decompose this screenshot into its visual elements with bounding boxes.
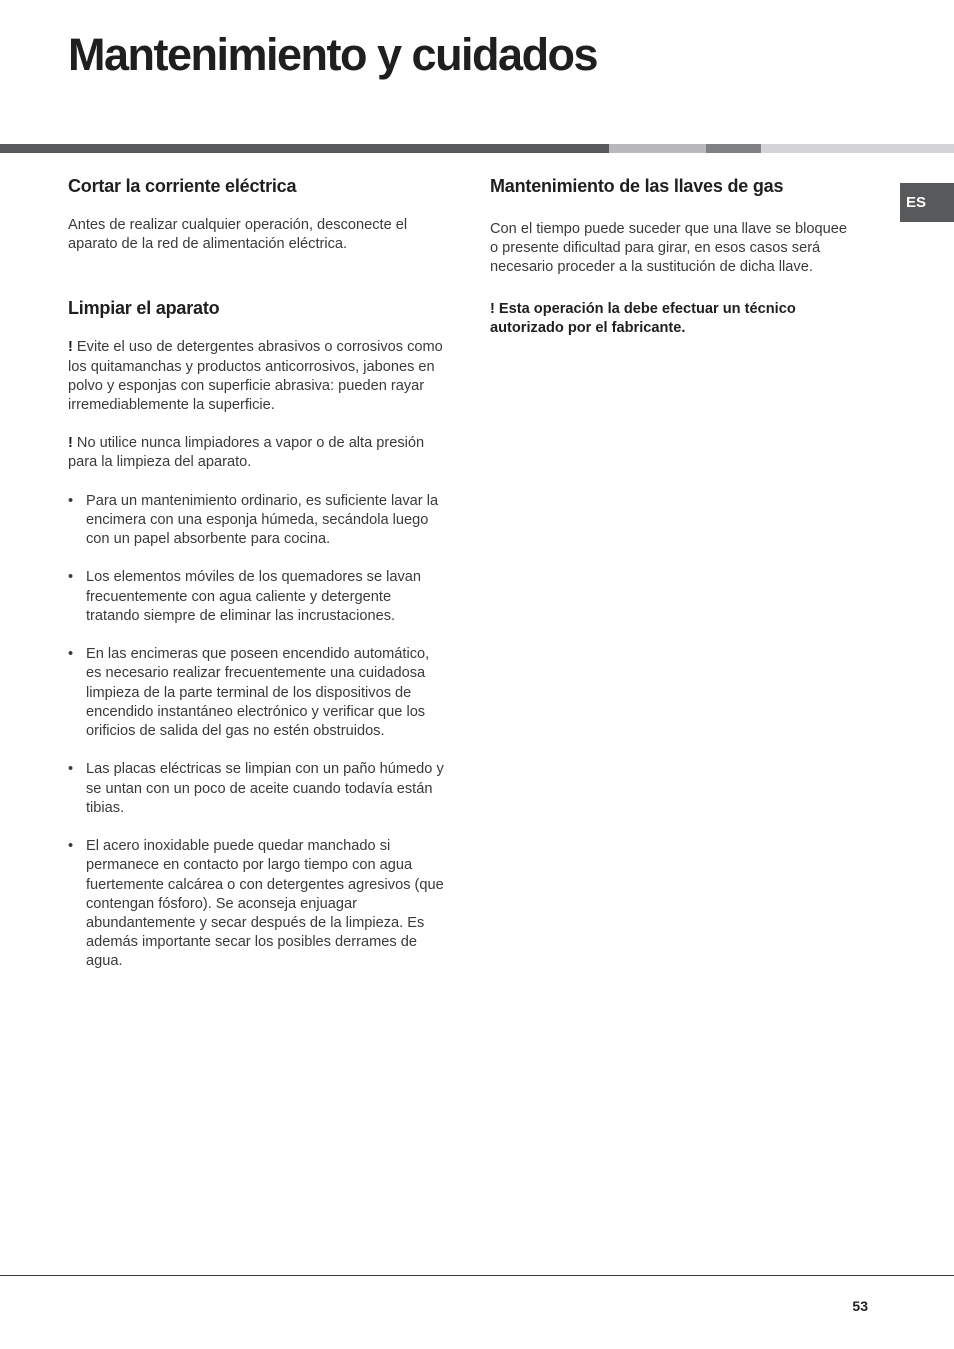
footer-rule: [0, 1275, 954, 1276]
warning-text: No utilice nunca limpiadores a vapor o de alta presión para la limpieza del aparato.: [68, 435, 425, 471]
gas-valve-instructions: Con el tiempo puede suceder que una llave se bloquee o presente dificultad para girar, en esos casos será necesario proceder a la sustitución de dicha llave.: [490, 221, 847, 276]
list-item-text: El acero inoxidable puede quedar manchado si permanece en contacto por largo tiempo con agua fuertemente calcárea o con detergentes agresivos (que contengan fósforo). Se aconseja enjuagar abundantemente y secar después de la limpieza. Es además importante secar los posibles derrames de agua.: [86, 838, 444, 970]
bullet-mark: •: [68, 492, 74, 509]
section-heading-power: Cortar la corriente eléctrica: [68, 176, 297, 196]
warning-abrasives: [68, 338, 446, 415]
list-item: [68, 645, 446, 741]
bullet-mark: •: [68, 761, 74, 778]
header-bar-segment-3: [706, 144, 761, 153]
power-instructions: Antes de realizar cualquier operación, desconecte el aparato de la red de alimentación eléctrica.: [68, 217, 408, 253]
list-item-text: Los elementos móviles de los quemadores se lavan frecuentemente con agua caliente y detergente tratando siempre de eliminar las incrustaciones.: [86, 569, 422, 624]
list-item-text: Las placas eléctricas se limpian con un paño húmedo y se untan con un poco de aceite cuando todavía están tibias.: [86, 761, 444, 816]
right-column: [490, 174, 850, 338]
section-heading-gas-valves: Mantenimiento de las llaves de gas: [490, 176, 784, 196]
warning-mark: !: [68, 339, 73, 356]
page-number: 53: [852, 1298, 868, 1314]
list-item-text: En las encimeras que poseen encendido automático, es necesario realizar frecuentemente una cuidadosa limpieza de la parte terminal de los dispositivos de encendido instantáneo electrónico y verificar que los orificios de salida del gas no estén obstruidos.: [86, 646, 430, 740]
warning-text: Evite el uso de detergentes abrasivos o corrosivos como los quitamanchas y productos anticorrosivos, jabones en polvo y esponjas con superficie abrasiva: pueden rayar irremediablemente la superficie.: [68, 339, 443, 414]
page-title: Mantenimiento y cuidados: [68, 29, 598, 80]
header-bar-segment-2: [609, 144, 706, 153]
left-column: [68, 174, 446, 972]
header-bar-segment-1: [0, 144, 609, 153]
warning-mark: !: [68, 435, 73, 452]
language-tab: ES: [900, 183, 954, 222]
list-item: [68, 568, 446, 626]
list-item: [68, 492, 446, 550]
list-item-text: Para un mantenimiento ordinario, es suficiente lavar la encimera con una esponja húmeda, secándola luego con un papel absorbente para cocina.: [86, 492, 439, 548]
section-heading-cleaning: Limpiar el aparato: [68, 298, 220, 319]
bullet-mark: •: [68, 569, 74, 586]
bullet-mark: •: [68, 646, 74, 663]
bullet-mark: •: [68, 838, 74, 855]
header-bar-segment-4: [761, 144, 954, 153]
technician-note: ! Esta operación la debe efectuar un técnico autorizado por el fabricante.: [490, 300, 796, 336]
list-item: [68, 760, 446, 818]
list-item: [68, 837, 446, 971]
cleaning-list: [68, 492, 446, 972]
warning-steam: [68, 434, 446, 472]
